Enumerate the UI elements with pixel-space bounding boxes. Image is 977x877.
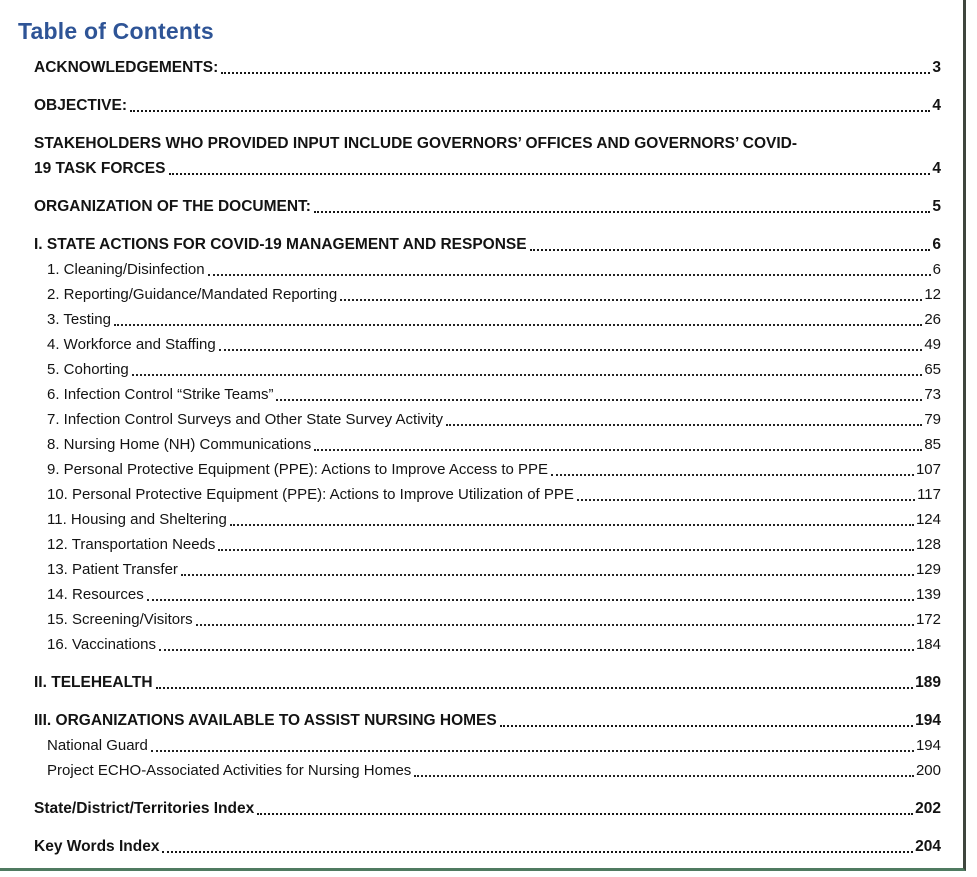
toc-page-number: 6: [932, 236, 941, 253]
dot-leader: [156, 687, 914, 689]
toc-entry[interactable]: [34, 382, 941, 407]
toc-page-number: 128: [915, 536, 941, 553]
toc-entry-text: 2. Reporting/Guidance/Mandated Reporting: [47, 286, 338, 303]
toc-page-number: 3: [932, 59, 941, 76]
toc-page-number: 65: [924, 361, 941, 378]
toc-entry-text: 4. Workforce and Staffing: [47, 336, 216, 353]
toc-entry[interactable]: [34, 557, 941, 582]
toc-entry[interactable]: [34, 733, 941, 758]
toc-page-number: 26: [924, 311, 941, 328]
toc-entry[interactable]: [34, 482, 941, 507]
toc-page-number: 189: [915, 674, 941, 691]
toc-entry-text: Key Words Index: [34, 838, 160, 855]
toc-entry-text: 11. Housing and Sheltering: [47, 511, 227, 528]
toc-entry-text: 14. Resources: [47, 586, 144, 603]
toc-page-number: 73: [924, 386, 941, 403]
dot-leader: [218, 549, 914, 551]
toc-page-number: 200: [915, 762, 941, 779]
toc-entry[interactable]: [34, 307, 941, 332]
toc-page-number: 49: [924, 336, 941, 353]
toc-entry-text: ORGANIZATION OF THE DOCUMENT:: [34, 198, 311, 215]
dot-leader: [130, 110, 930, 112]
toc-entry[interactable]: [34, 834, 941, 859]
dot-leader: [208, 274, 931, 276]
toc-list: [17, 55, 941, 859]
toc-page-number: 139: [915, 586, 941, 603]
dot-leader: [159, 649, 914, 651]
toc-page-number: 172: [915, 611, 941, 628]
toc-entry[interactable]: [34, 507, 941, 532]
dot-leader: [414, 775, 914, 777]
toc-entry-text: 13. Patient Transfer: [47, 561, 178, 578]
toc-page-number: 129: [915, 561, 941, 578]
toc-entry[interactable]: [34, 796, 941, 821]
toc-entry[interactable]: [34, 257, 941, 282]
toc-entry-text: Project ECHO-Associated Activities for Nursing Homes: [47, 762, 412, 779]
toc-entry[interactable]: [34, 632, 941, 657]
page-title: Table of Contents: [18, 18, 214, 44]
toc-page-number: 194: [915, 712, 941, 729]
dot-leader: [577, 499, 915, 501]
dot-leader: [230, 524, 914, 526]
toc-entry-text: 16. Vaccinations: [47, 636, 156, 653]
dot-leader: [219, 349, 923, 351]
toc-page-number: 5: [932, 198, 941, 215]
toc-entry-text: 10. Personal Protective Equipment (PPE): Actions to Improve Utilization of PPE: [47, 486, 574, 503]
toc-page-number: 117: [917, 486, 941, 503]
dot-leader: [551, 474, 914, 476]
toc-entry-text: 1. Cleaning/Disinfection: [47, 261, 205, 278]
dot-leader: [221, 72, 930, 74]
dot-leader: [446, 424, 922, 426]
toc-entry-text: 5. Cohorting: [47, 361, 129, 378]
toc-page-number: 4: [932, 160, 941, 177]
toc-entry-text: 8. Nursing Home (NH) Communications: [47, 436, 312, 453]
toc-entry-text: I. STATE ACTIONS FOR COVID-19 MANAGEMENT AND RESPONSE: [34, 236, 527, 253]
dot-leader: [257, 813, 913, 815]
toc-entry-text: 15. Screening/Visitors: [47, 611, 193, 628]
toc-entry[interactable]: [34, 582, 941, 607]
toc-entry[interactable]: [34, 758, 941, 783]
toc-entry[interactable]: [34, 457, 941, 482]
toc-page-number: 12: [924, 286, 941, 303]
toc-entry-text: III. ORGANIZATIONS AVAILABLE TO ASSIST NURSING HOMES: [34, 712, 497, 729]
toc-entry[interactable]: [34, 131, 941, 181]
toc-entry[interactable]: [34, 93, 941, 118]
toc-entry[interactable]: [34, 282, 941, 307]
toc-entry-text: ACKNOWLEDGEMENTS:: [34, 59, 219, 76]
toc-entry[interactable]: [34, 407, 941, 432]
toc-entry-text: 12. Transportation Needs: [47, 536, 216, 553]
dot-leader: [314, 449, 922, 451]
toc-page-number: 107: [915, 461, 941, 478]
dot-leader: [181, 574, 914, 576]
toc-page-number: 184: [915, 636, 941, 653]
dot-leader: [114, 324, 922, 326]
dot-leader: [314, 211, 930, 213]
toc-entry-text: 3. Testing: [47, 311, 111, 328]
dot-leader: [196, 624, 914, 626]
toc-entry-text: 7. Infection Control Surveys and Other State Survey Activity: [47, 411, 444, 428]
dot-leader: [340, 299, 922, 301]
toc-entry-text: STAKEHOLDERS WHO PROVIDED INPUT INCLUDE GOVERNORS’ OFFICES AND GOVERNORS’ COVID-: [34, 135, 798, 152]
toc-entry-text: State/District/Territories Index: [34, 800, 255, 817]
toc-entry-text: II. TELEHEALTH: [34, 674, 153, 691]
toc-entry[interactable]: [34, 232, 941, 257]
toc-entry[interactable]: [34, 332, 941, 357]
toc-entry[interactable]: [34, 532, 941, 557]
dot-leader: [500, 725, 913, 727]
toc-entry-text: 6. Infection Control “Strike Teams”: [47, 386, 274, 403]
dot-leader: [132, 374, 923, 376]
toc-entry[interactable]: [34, 708, 941, 733]
dot-leader: [530, 249, 931, 251]
toc-entry-text: 9. Personal Protective Equipment (PPE): Actions to Improve Access to PPE: [47, 461, 549, 478]
toc-entry[interactable]: [34, 357, 941, 382]
toc-page-number: 6: [932, 261, 941, 278]
dot-leader: [169, 173, 931, 175]
toc-entry[interactable]: [34, 670, 941, 695]
dot-leader: [276, 399, 922, 401]
toc-page-number: 85: [924, 436, 941, 453]
dot-leader: [147, 599, 914, 601]
toc-entry-text: OBJECTIVE:: [34, 97, 128, 114]
toc-entry[interactable]: [34, 194, 941, 219]
toc-page-number: 4: [932, 97, 941, 114]
toc-entry[interactable]: [34, 607, 941, 632]
toc-entry[interactable]: [34, 432, 941, 457]
dot-leader: [151, 750, 914, 752]
toc-page-number: 79: [924, 411, 941, 428]
toc-entry[interactable]: [34, 55, 941, 80]
toc-entry-text: 19 TASK FORCES: [34, 160, 166, 177]
toc-page-number: 202: [915, 800, 941, 817]
dot-leader: [162, 851, 913, 853]
toc-entry-text: National Guard: [47, 737, 148, 754]
toc-page-number: 194: [915, 737, 941, 754]
toc-page-number: 124: [915, 511, 941, 528]
toc-page-number: 204: [915, 838, 941, 855]
